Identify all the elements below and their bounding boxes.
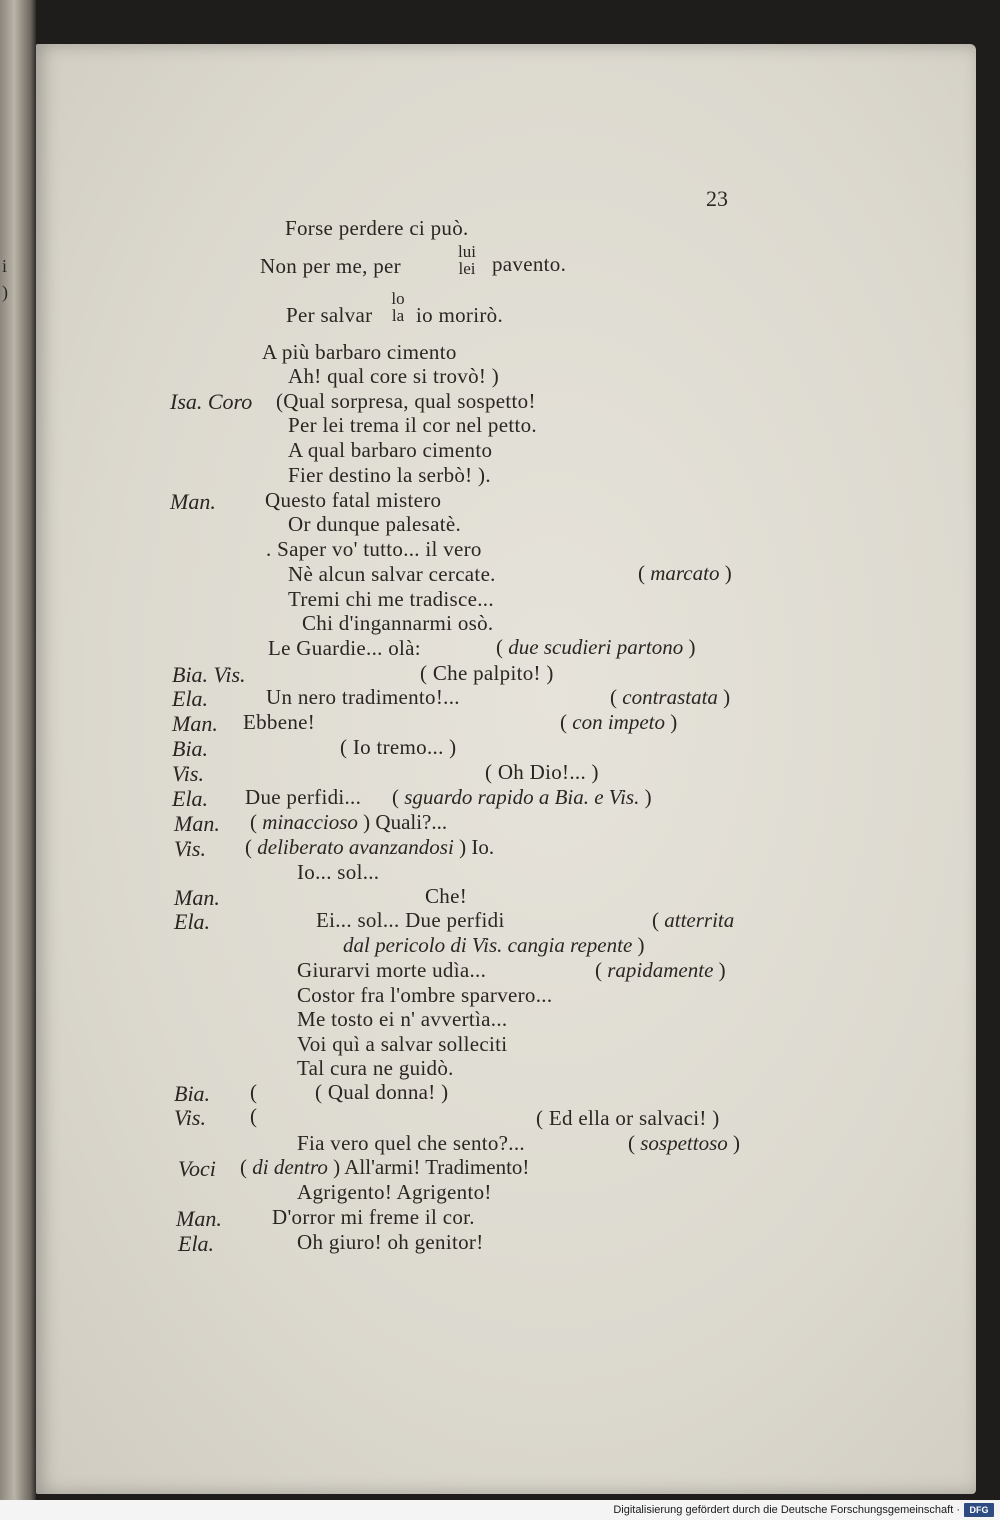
- verse-line: (Qual sorpresa, qual sospetto!: [276, 389, 536, 413]
- verse-line: Fia vero quel che sento?...: [297, 1131, 525, 1155]
- direction-text: atterrita: [664, 908, 735, 932]
- verse-line: Me tosto ei n' avvertìa...: [297, 1007, 508, 1031]
- verse-line: A più barbaro cimento: [262, 340, 457, 364]
- verse-line: All'armi! Tradimento!: [344, 1155, 530, 1179]
- brace: (: [250, 1080, 258, 1104]
- stage-direction: ( minaccioso ) Quali?...: [250, 810, 448, 834]
- direction-text: contrastata: [622, 685, 718, 709]
- direction-text: deliberato avanzandosi: [257, 835, 454, 859]
- verse-line: Giurarvi morte udìa...: [297, 958, 487, 982]
- speaker-label: Vis.: [172, 761, 204, 786]
- speaker-label: Man.: [170, 489, 216, 514]
- verse-line: Tal cura ne guidò.: [297, 1056, 454, 1080]
- left-page-edge: [0, 0, 36, 1500]
- stacked-alternatives: [386, 290, 410, 324]
- direction-text: sospettoso: [640, 1131, 728, 1155]
- verse-line: ( Oh Dio!... ): [485, 760, 599, 784]
- stage-direction: ( marcato ): [638, 561, 732, 585]
- stage-direction: ( contrastata ): [610, 685, 731, 709]
- speaker-label: Ela.: [174, 909, 211, 934]
- stage-direction: ( di dentro ) All'armi! Tradimento!: [240, 1155, 530, 1179]
- speaker-label: Man.: [172, 711, 218, 736]
- verse-line: Io.: [471, 835, 495, 859]
- verse-line: Le Guardie... olà:: [268, 636, 421, 660]
- alt-top: lo: [391, 289, 405, 308]
- stage-direction: ( due scudieri partono ): [496, 635, 696, 659]
- verse-line: io morirò.: [416, 303, 503, 327]
- verse-line: Quali?...: [375, 810, 448, 834]
- stacked-alternatives: [451, 243, 483, 277]
- verse-line: D'orror mi freme il cor.: [272, 1205, 475, 1229]
- direction-text: sguardo rapido a Bia. e Vis.: [404, 785, 640, 809]
- verse-line: Che!: [425, 884, 468, 908]
- direction-text: minaccioso: [262, 810, 358, 834]
- dfg-logo: DFG: [964, 1503, 994, 1517]
- speaker-label: Voci: [178, 1156, 216, 1181]
- verse-line: Due perfidi...: [245, 785, 362, 809]
- direction-text: marcato: [650, 561, 720, 585]
- speaker-label: Man.: [176, 1206, 222, 1231]
- direction-text: rapidamente: [607, 958, 714, 982]
- verse-line: Ei... sol... Due perfidi: [316, 908, 505, 932]
- verse-line: Non per me, per: [260, 254, 401, 278]
- direction-text: due scudieri partono: [508, 635, 684, 659]
- alt-bottom: lei: [458, 259, 476, 278]
- stage-direction: ( con impeto ): [560, 710, 678, 734]
- speaker-label: Bia.: [174, 1081, 211, 1106]
- verse-line: Agrigento! Agrigento!: [297, 1180, 492, 1204]
- verse-line: ( Qual donna! ): [315, 1080, 449, 1104]
- verse-line: Ebbene!: [243, 710, 316, 734]
- verse-line: A qual barbaro cimento: [288, 438, 493, 462]
- stage-direction: ( rapidamente ): [595, 958, 726, 982]
- verse-line: Ah! qual core si trovò! ): [288, 364, 500, 388]
- direction-text: di dentro: [252, 1155, 328, 1179]
- verse-line: pavento.: [492, 252, 567, 276]
- speaker-label: Vis.: [174, 1105, 206, 1130]
- stage-direction: ( atterrita: [652, 908, 735, 932]
- speaker-label: Vis.: [174, 836, 206, 861]
- speaker-label: Ela.: [172, 786, 209, 811]
- direction-text: con impeto: [572, 710, 665, 734]
- speaker-label: Ela.: [172, 686, 209, 711]
- speaker-label: Bia.: [172, 736, 209, 761]
- verse-line: . Saper vo' tutto... il vero: [266, 537, 482, 561]
- verse-line: Oh giuro! oh genitor!: [297, 1230, 484, 1254]
- speaker-label: Isa. Coro: [170, 389, 253, 414]
- verse-line: ( Che palpito! ): [420, 661, 554, 685]
- speaker-label: Man.: [174, 811, 220, 836]
- verse-line: Per lei trema il cor nel petto.: [288, 413, 537, 437]
- stage-direction: ( deliberato avanzandosi ) Io.: [245, 835, 495, 859]
- verse-line: Io... sol...: [297, 860, 380, 884]
- funding-credit: Digitalisierung gefördert durch die Deutsche Forschungsgemeinschaft ·: [613, 1504, 960, 1516]
- verse-line: Nè alcun salvar cercate.: [288, 562, 496, 586]
- speaker-label: Ela.: [178, 1231, 215, 1256]
- verse-line: Forse perdere ci può.: [285, 216, 469, 240]
- page-number: 23: [706, 186, 728, 211]
- brace: (: [250, 1104, 258, 1128]
- verse-line: Voi quì a salvar solleciti: [297, 1032, 508, 1056]
- speaker-label: Man.: [174, 885, 220, 910]
- footer-bar: [0, 1500, 1000, 1520]
- verse-line: Or dunque palesatè.: [288, 512, 462, 536]
- alt-bottom: la: [391, 306, 405, 325]
- verse-line: Chi d'ingannarmi osò.: [302, 611, 494, 635]
- verse-line: ( Io tremo... ): [340, 735, 457, 759]
- alt-top: lui: [458, 242, 476, 261]
- verse-line: Questo fatal mistero: [265, 488, 442, 512]
- stage-direction: ( sguardo rapido a Bia. e Vis. ): [392, 785, 652, 809]
- stage-direction: dal pericolo di Vis. cangia repente ): [343, 933, 645, 957]
- verse-line: Tremi chi me tradisce...: [288, 587, 494, 611]
- verse-line: ( Ed ella or salvaci! ): [536, 1106, 720, 1130]
- margin-mark: i: [2, 256, 8, 276]
- margin-mark: ): [2, 282, 8, 302]
- verse-line: Fier destino la serbò! ).: [288, 463, 491, 487]
- verse-line: Un nero tradimento!...: [266, 685, 460, 709]
- verse-line: Costor fra l'ombre sparvero...: [297, 983, 553, 1007]
- direction-text: dal pericolo di Vis. cangia repente: [343, 933, 633, 957]
- verse-line: Per salvar: [286, 303, 373, 327]
- speaker-label: Bia. Vis.: [172, 662, 246, 687]
- stage-direction: ( sospettoso ): [628, 1131, 741, 1155]
